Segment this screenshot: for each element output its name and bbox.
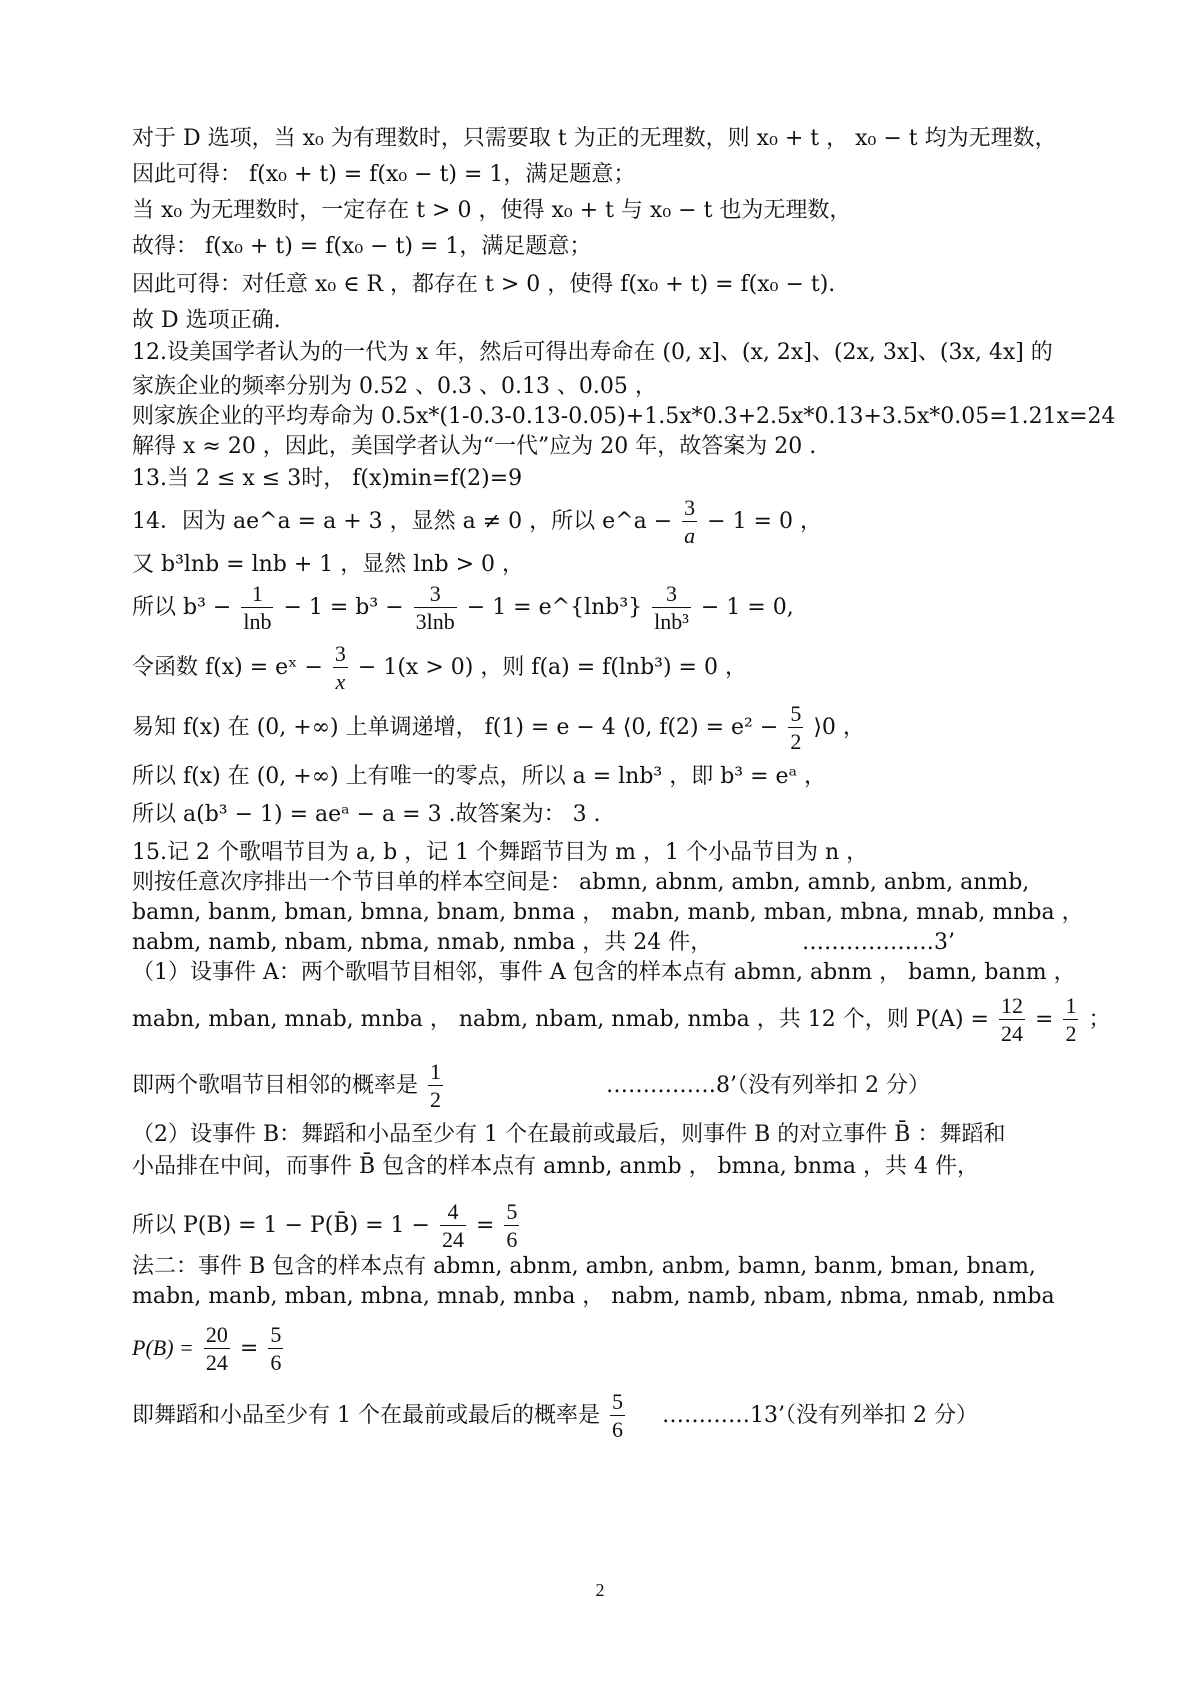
fraction xyxy=(682,495,697,550)
text-line: （1）设事件 A：两个歌唱节目相邻，事件 A 包含的样本点有 abmn, abnm ， bamn, banm ， xyxy=(132,960,1076,985)
text-line: 13.当 2 ≤ x ≤ 3时， f(x)min=f(2)=9 xyxy=(132,466,523,491)
text-segment: P(B) = xyxy=(132,1335,194,1360)
text-segment: 易知 f(x) 在 (0, +∞) 上单调递增， f(1) = e − 4 ⟨0, f(2) = e² − xyxy=(132,715,779,740)
math-line xyxy=(132,1386,1090,1446)
fraction xyxy=(333,641,348,696)
numerator: 3 xyxy=(414,581,457,608)
denominator: 6 xyxy=(270,1349,282,1375)
text-line: 15.记 2 个歌唱节目为 a, b ，记 1 个舞蹈节目为 m ，1 个小品节目为 n ， xyxy=(132,840,869,865)
fraction xyxy=(610,1389,625,1444)
text-line: 又 b³lnb = lnb + 1 ，显然 lnb > 0 ， xyxy=(132,552,524,577)
fraction xyxy=(1063,993,1078,1048)
page-number: 2 xyxy=(595,1580,605,1600)
denominator: 2 xyxy=(790,728,802,754)
text-line: 家族企业的频率分别为 0.52 、0.3 、0.13 、0.05 ， xyxy=(132,374,657,399)
numerator: 1 xyxy=(430,1058,442,1084)
text-segment: 14．因为 ae^a = a + 3 ，显然 a ≠ 0 ，所以 e^a − xyxy=(132,509,673,534)
denominator: x xyxy=(335,668,346,694)
numerator: 1 xyxy=(1065,992,1077,1018)
numerator: 5 xyxy=(790,700,802,726)
denominator: 2 xyxy=(1065,1020,1077,1046)
text-segment: = xyxy=(475,1213,495,1238)
math-line xyxy=(132,494,1090,550)
text-line: 因此可得： f(x₀ + t) = f(x₀ − t) = 1，满足题意； xyxy=(132,162,636,187)
math-line xyxy=(132,700,1090,756)
text-line: 故 D 选项正确. xyxy=(132,308,281,333)
numerator: 5 xyxy=(270,1321,282,1347)
math-line xyxy=(132,990,1111,1050)
text-line xyxy=(132,928,1090,958)
fraction xyxy=(504,1199,519,1254)
fraction xyxy=(652,581,691,636)
denominator: 24 xyxy=(1001,1020,1023,1046)
text-segment: 即两个歌唱节目相邻的概率是 xyxy=(132,1073,419,1098)
text-line: 所以 f(x) 在 (0, +∞) 上有唯一的零点，所以 a = lnb³ ，即 b³ = eᵃ ， xyxy=(132,764,827,789)
fraction xyxy=(204,1322,230,1377)
text-line: 法二：事件 B 包含的样本点有 abmn, abnm, ambn, anbm, bamn, banm, bman, bnam, xyxy=(132,1254,1036,1279)
fraction xyxy=(241,581,273,636)
denominator: 3lnb xyxy=(415,608,455,634)
denominator: a xyxy=(684,522,696,548)
denominator: 24 xyxy=(205,1349,228,1375)
text-segment: = xyxy=(239,1336,259,1361)
math-line xyxy=(132,1196,1090,1256)
text-segment: − 1 = 0, xyxy=(700,595,794,620)
denominator: lnb³ xyxy=(654,608,689,634)
numerator: 3 xyxy=(334,640,346,666)
math-line xyxy=(132,640,1090,696)
text-line: mabn, manb, mban, mbna, mnab, mnba ， nabm, namb, nbam, nbma, nmab, nmba xyxy=(132,1284,1055,1309)
text-segment: 即舞蹈和小品至少有 1 个在最前或最后的概率是 xyxy=(132,1403,600,1428)
text-line: 因此可得：对任意 x₀ ∈ R ，都存在 t > 0 ，使得 f(x₀ + t) = f(x₀ − t). xyxy=(132,272,836,297)
numerator: 3 xyxy=(684,494,696,520)
text-line: 解得 x ≈ 20 ，因此，美国学者认为“一代”应为 20 年，故答案为 20 . xyxy=(132,434,817,459)
text-line: 当 x₀ 为无理数时，一定存在 t > 0 ，使得 x₀ + t 与 x₀ − t 也为无理数， xyxy=(132,198,852,223)
text-segment: 所以 P(B) = 1 − P(B̄) = 1 − xyxy=(132,1213,430,1238)
text-segment: ⟩0 ， xyxy=(813,715,865,740)
math-line xyxy=(132,1056,1090,1116)
fraction xyxy=(414,581,457,636)
fraction xyxy=(788,701,803,756)
text-segment: 所以 b³ − xyxy=(132,595,232,620)
text-line: 对于 D 选项，当 x₀ 为有理数时，只需要取 t 为正的无理数，则 x₀ + t ， x₀ − t 均为无理数， xyxy=(132,126,1057,151)
text-line: 故得： f(x₀ + t) = f(x₀ − t) = 1，满足题意； xyxy=(132,234,592,259)
text-line: 所以 a(b³ − 1) = aeᵃ − a = 3 .故答案为： 3 . xyxy=(132,802,601,827)
numerator: 1 xyxy=(241,581,273,608)
text-segment: − 1 = e^{lnb³} xyxy=(466,595,643,620)
score-mark: ……………8’（没有列举扣 2 分） xyxy=(606,1073,930,1098)
denominator: lnb xyxy=(243,608,272,634)
math-line xyxy=(132,580,1090,636)
text-segment: − 1(x > 0) ，则 f(a) = f(lnb³) = 0 ， xyxy=(357,655,747,680)
fraction xyxy=(999,993,1025,1048)
text-segment: nabm, namb, nbam, nbma, nmab, nmba ，共 24 件， xyxy=(132,930,713,955)
text-segment: mabn, mban, mnab, mnba ， nabm, nbam, nmab, nmba ，共 12 个，则 P(A) = xyxy=(132,1007,989,1032)
text-line: 则按任意次序排出一个节目单的样本空间是： abmn, abnm, ambn, amnb, anbm, anmb, xyxy=(132,870,1030,895)
fraction xyxy=(440,1199,466,1254)
text-line: bamn, banm, bman, bmna, bnam, bnma ， mabn, manb, mban, mbna, mnab, mnba ， xyxy=(132,900,1084,925)
score-mark: …………13’（没有列举扣 2 分） xyxy=(662,1403,978,1428)
denominator: 24 xyxy=(441,1226,464,1252)
numerator: 5 xyxy=(612,1388,623,1414)
denominator: 2 xyxy=(430,1086,442,1112)
numerator: 5 xyxy=(506,1198,518,1224)
numerator: 20 xyxy=(205,1321,228,1347)
fraction xyxy=(428,1059,443,1114)
denominator: 6 xyxy=(506,1226,518,1252)
numerator: 4 xyxy=(440,1199,466,1226)
text-segment: − 1 = 0 ， xyxy=(707,509,822,534)
denominator: 6 xyxy=(612,1416,623,1442)
text-segment: 令函数 f(x) = eˣ − xyxy=(132,655,323,680)
text-segment: ； xyxy=(1088,1007,1111,1032)
score-mark: ………………3’ xyxy=(802,930,955,955)
text-line: （2）设事件 B：舞蹈和小品至少有 1 个在最前或最后，则事件 B 的对立事件 B̄ ：舞蹈和 xyxy=(132,1122,1006,1147)
text-segment: − 1 = b³ − xyxy=(283,595,404,620)
text-line: 小品排在中间，而事件 B̄ 包含的样本点有 amnb, anmb ， bmna, bnma ，共 4 件， xyxy=(132,1154,980,1179)
text-line: 则家族企业的平均寿命为 0.5x*(1-0.3-0.13-0.05)+1.5x*0.3+2.5x*0.13+3.5x*0.05=1.21x=24 xyxy=(132,404,1116,429)
math-line xyxy=(132,1318,1090,1379)
numerator: 3 xyxy=(652,581,691,608)
text-segment: = xyxy=(1035,1007,1054,1032)
numerator: 12 xyxy=(1001,992,1023,1018)
fraction xyxy=(268,1322,283,1377)
text-line: 12.设美国学者认为的一代为 x 年，然后可得出寿命在 (0, x]、(x, 2x]、(2x, 3x]、(3x, 4x] 的 xyxy=(132,340,1053,365)
